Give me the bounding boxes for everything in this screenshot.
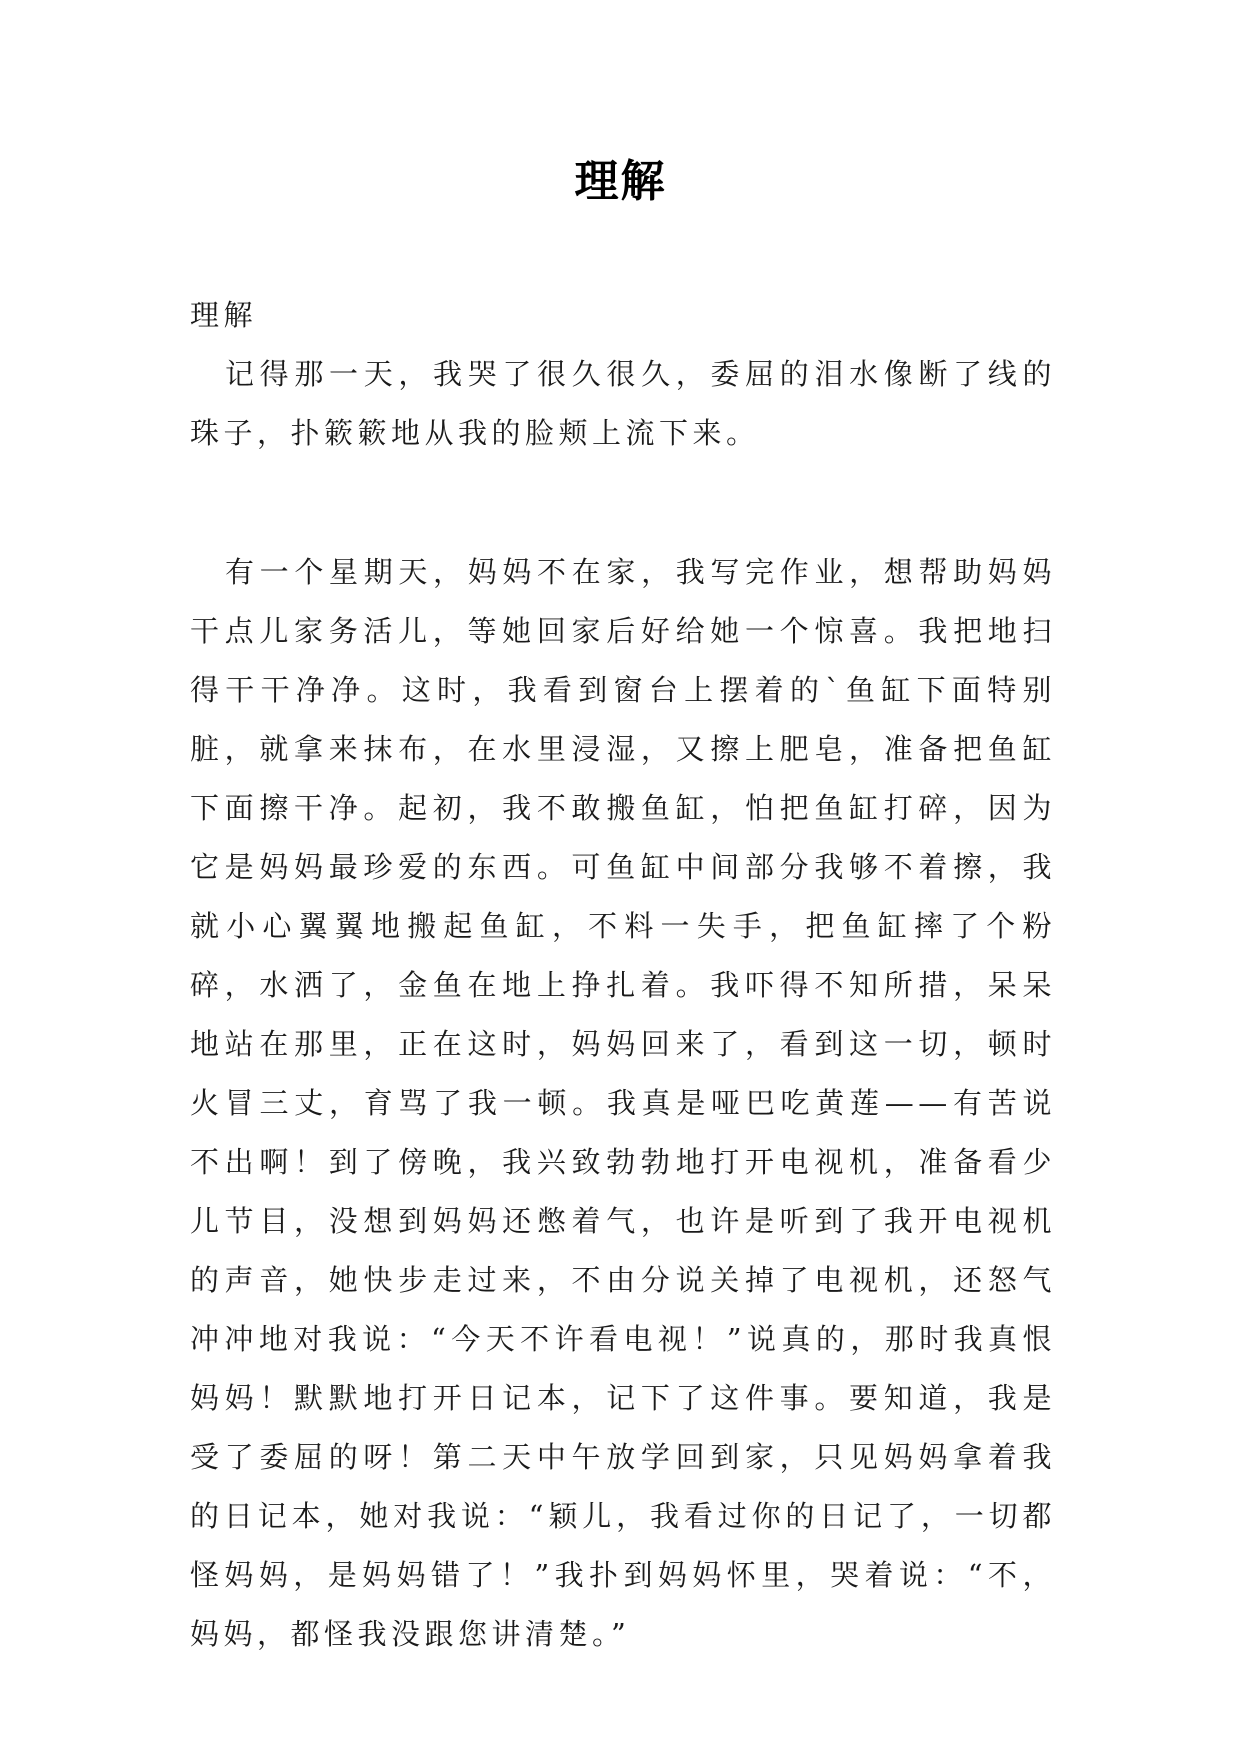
document-title: 理解 (574, 156, 667, 207)
paragraph-1: 记得那一天，我哭了很久很久，委屈的泪水像断了线的珠子，扑簌簌地从我的脸颊上流下来。 (190, 357, 1056, 450)
paragraph-gap (190, 463, 1056, 543)
document-subtitle: 理解 (190, 298, 258, 332)
document-body (190, 286, 1056, 1664)
paragraph-2: 有一个星期天，妈妈不在家，我写完作业，想帮助妈妈干点儿家务活儿，等她回家后好给她一个惊喜。我把地扫得干干净净。这时，我看到窗台上摆着的`鱼缸下面特别脏，就拿来抹布，在水里浸湿，又擦上肥皂，准备把鱼缸下面擦干净。起初，我不敢搬鱼缸，怕把鱼缸打碎，因为它是妈妈最珍爱的东西。可鱼缸中间部分我够不着擦，我就小心翼翼地搬起鱼缸，不料一失手，把鱼缸摔了个粉碎，水洒了，金鱼在地上挣扎着。我吓得不知所措，呆呆地站在那里，正在这时，妈妈回来了，看到这一切，顿时火冒三丈，育骂了我一顿。我真是哑巴吃黄莲——有苦说不出啊！到了傍晚，我兴致勃勃地打开电视机，准备看少儿节目，没想到妈妈还憋着气，也许是听到了我开电视机的声音，她快步走过来，不由分说关掉了电视机，还怒气冲冲地对我说：“今天不许看电视！”说真的，那时我真恨妈妈！默默地打开日记本，记下了这件事。要知道，我是受了委屈的呀！第二天中午放学回到家，只见妈妈拿着我的日记本，她对我说：“颖儿，我看过你的日记了，一切都怪妈妈，是妈妈错了！”我扑到妈妈怀里，哭着说：“不，妈妈，都怪我没跟您讲清楚。” (190, 555, 1056, 1651)
